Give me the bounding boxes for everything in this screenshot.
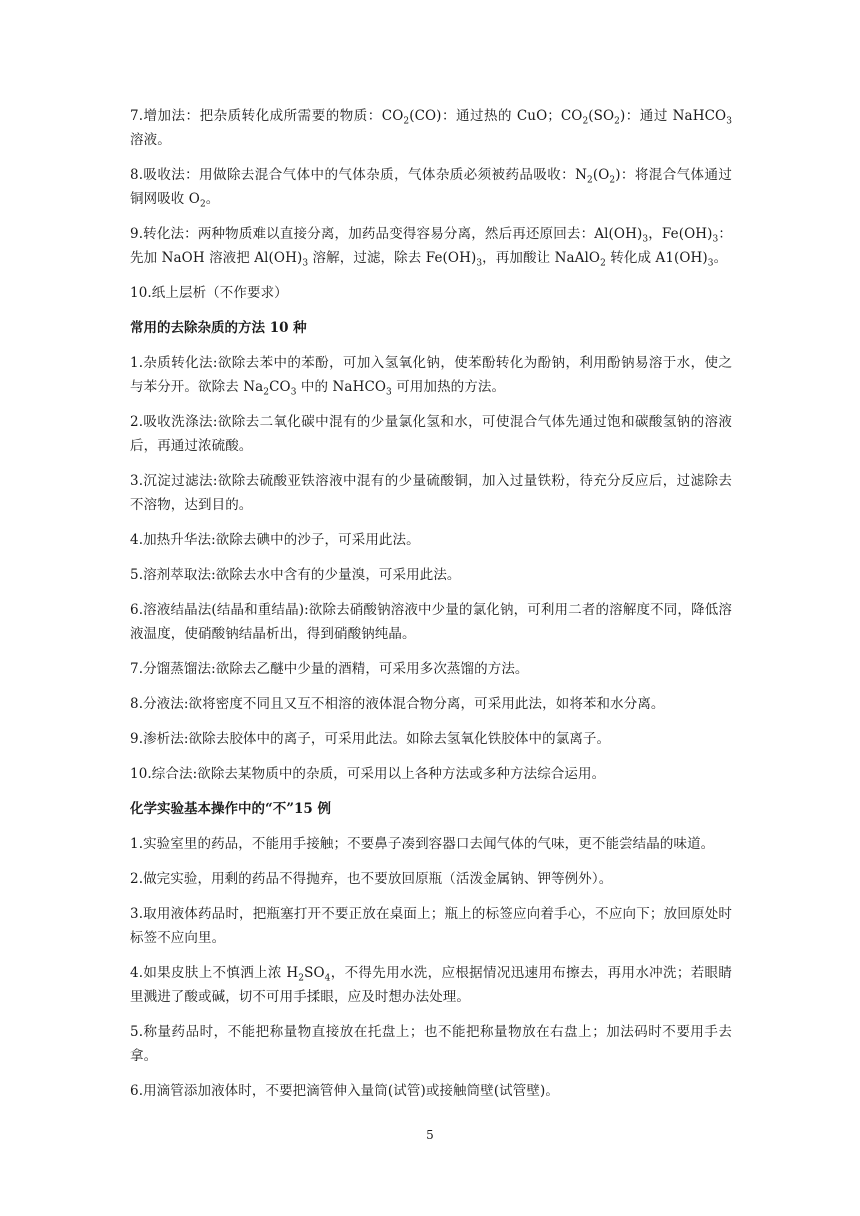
- paragraph: 3.沉淀过滤法:欲除去硫酸亚铁溶液中混有的少量硫酸铜，加入过量铁粉，待充分反应后，过滤除去不溶物，达到目的。: [130, 473, 732, 513]
- paragraph: 5.溶剂萃取法:欲除去水中含有的少量溴，可采用此法。: [130, 567, 461, 583]
- paragraph: 6.溶液结晶法(结晶和重结晶):欲除去硝酸钠溶液中少量的氯化钠，可利用二者的溶解度不同，降低溶液温度，使硝酸钠结晶析出，得到硝酸钠纯晶。: [130, 602, 732, 642]
- document-body: [130, 104, 732, 1114]
- paragraph: 2.吸收洗涤法:欲除去二氧化碳中混有的少量氯化氢和水，可使混合气体先通过饱和碳酸氢钠的溶液后，再通过浓硫酸。: [130, 414, 732, 454]
- paragraph: 3.取用液体药品时，把瓶塞打开不要正放在桌面上；瓶上的标签应向着手心，不应向下；放回原处时标签不应向里。: [130, 906, 732, 946]
- section-heading: 化学实验基本操作中的“不”15 例: [130, 801, 332, 817]
- paragraph: 8.分液法:欲将密度不同且又互不相溶的液体混合物分离，可采用此法，如将苯和水分离。: [130, 696, 665, 712]
- paragraph: 8.吸收法：用做除去混合气体中的气体杂质，气体杂质必须被药品吸收：$N_2(O_2)$：将混合气体通过铜网吸收 $O_2$。: [130, 167, 733, 210]
- paragraph: 4.如果皮肤上不慎洒上浓 $H_2SO_4$，不得先用水洗，应根据情况迅速用布擦去，再用水冲洗；若眼睛里溅进了酸或碱，切不可用手揉眼，应及时想办法处理。: [130, 965, 732, 1005]
- paragraph: 1.实验室里的药品，不能用手接触；不要鼻子凑到容器口去闻气体的气味，更不能尝结晶的味道。: [130, 836, 715, 852]
- page-number: 5: [426, 1128, 434, 1142]
- paragraph: 9.转化法：两种物质难以直接分离，加药品变得容易分离，然后再还原回去：$Al(OH)_3$，$Fe(OH)_3$：先加 NaOH 溶液把 $Al(OH)_3$ 溶解，过滤，除去 $Fe(OH)_3$，再加酸让 NaAlO$_2$ 转化成 $A1(OH)_3$。: [130, 226, 732, 269]
- paragraph: 9.渗析法:欲除去胶体中的离子，可采用此法。如除去氢氧化铁胶体中的氯离子。: [130, 731, 611, 747]
- paragraph: 7.分馏蒸馏法:欲除去乙醚中少量的酒精，可采用多次蒸馏的方法。: [130, 661, 529, 677]
- paragraph: 6.用滴管添加液体时，不要把滴管伸入量筒(试管)或接触筒壁(试管壁)。: [130, 1083, 559, 1099]
- paragraph: 4.加热升华法:欲除去碘中的沙子，可采用此法。: [130, 532, 420, 548]
- paragraph: 1.杂质转化法:欲除去苯中的苯酚，可加入氢氧化钠，使苯酚转化为酚钠，利用酚钠易溶于水，使之与苯分开。欲除去 $Na_2CO_3$ 中的 NaHCO$_3$ 可用加热的方法。: [130, 355, 732, 398]
- paragraph: 2.做完实验，用剩的药品不得抛弃，也不要放回原瓶（活泼金属钠、钾等例外）。: [130, 871, 613, 887]
- paragraph: 10.综合法:欲除去某物质中的杂质，可采用以上各种方法或多种方法综合运用。: [130, 766, 606, 782]
- section-heading: 常用的去除杂质的方法 10 种: [130, 320, 307, 336]
- paragraph: 5.称量药品时，不能把称量物直接放在托盘上；也不能把称量物放在右盘上；加法码时不要用手去拿。: [130, 1024, 732, 1064]
- paragraph: 10.纸上层析（不作要求）: [130, 285, 288, 301]
- paragraph: 7.增加法：把杂质转化成所需要的物质：$CO_2(CO)$：通过热的 CuO；$CO_2(SO_2)$：通过 NaHCO$_3$ 溶液。: [130, 108, 733, 148]
